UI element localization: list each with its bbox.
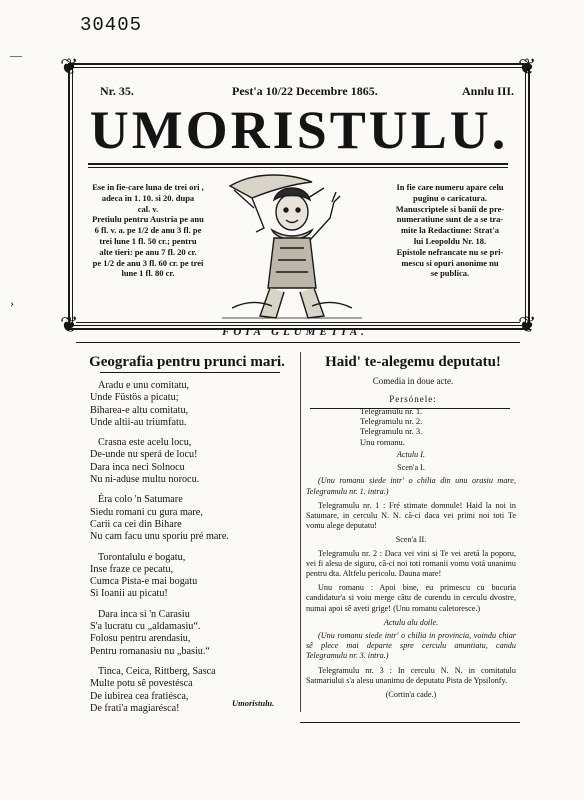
persons-list: Telegramulu nr. 1. Telegramulu nr. 2. Telegramulu nr. 3. Unu romanu. [360, 406, 423, 447]
scene-heading: Scen'a II. [395, 535, 427, 545]
corner-ornament-icon: ❦ [518, 54, 537, 79]
column-end-rule [300, 722, 520, 723]
comedy-subtitle: Comedia in doue acte. [372, 376, 454, 386]
poem-stanza: Crasna este acelu locu, De-unde nu sperá de locu! Dara inca neci Solnocu Nu ni-aduse multu norocu. [90, 437, 200, 486]
poem-stanza: Éra colo 'n Satumare Siedu romani cu gura mare, Carii ca cei din Bihare Nu cam facu unu sporiu pré mare. [90, 494, 229, 543]
poem-stanza: Torontalulu e bogatu, Inse fraze ce pecatu, Cumca Pista-e mai bogatu Si Ioanii au picatu! [90, 551, 198, 600]
issue-number: Nr. 35. [100, 84, 134, 98]
corner-ornament-icon: ❦ [60, 54, 79, 79]
act-heading: Actulu I. [396, 450, 426, 459]
dialogue-line: Telegramulu nr. 2 : Daca vei vini si Te vei aretá la poporu, vei fi alesu de siguru, cã-ci noi toti romanii vomu votá unanimu pentru dta. Altfelu pericolu. Dauna mare! [306, 548, 516, 579]
poem-stanza: Tinca, Ceica, Rittberg, Sasca Multe potu sê povestésca De iubirea cea fratiésca, De frati'a magiarésca! [90, 665, 216, 714]
curtain-line: (Cortin'a cade.) [385, 690, 437, 700]
column-divider [300, 352, 301, 712]
subscription-info-box: Ese in fie-care luna de trei ori , adeca in 1. 10. si 20. dupa cal. v. Pretiulu pentru Austria pe anu 6 fl. v. a. pe 1/2 de anu 3 fl. pe trei lune 1 fl. 50 cr.; pentru alte tieri: pe anu 7 fl. 20 cr. pe 1/2 de anu 3 fl. 60 cr. pe trei lune 1 fl. 80 cr. [92, 182, 204, 279]
newspaper-subtitle: FOIA GLUMETIA. [222, 326, 368, 338]
title-rule [88, 163, 508, 165]
section-rule [76, 342, 520, 343]
corner-ornament-icon: ❦ [60, 312, 79, 337]
margin-mark: › [10, 296, 14, 310]
title-underline [100, 372, 280, 373]
dialogue-line: Telegramulu nr. 3 : In cerculu N. N. in comitatulu Satmariului s'a alesu unanimu de deputatu Pista de Ypsilonfy. [306, 665, 516, 685]
corner-ornament-icon: ❦ [518, 312, 537, 337]
jester-illustration [212, 168, 372, 326]
comedy-title: Haid' te-alegemu deputatu! [325, 354, 501, 370]
editorial-info-box: In fie care numeru apare celu puginu o caricatura. Manuscriptele si banii de pre- numeratiune sunt de a se tra- mite la Redactiune: Strat'a lui Leopoldu Nr. 18. Epistole nefrancate nu se pri- mescu si opuri anonime nu se publica. [395, 182, 505, 279]
poem-stanza: Dara inca si 'n Carasiu S'a lucratu cu „aldamasiu“. Folosu pentru arendasiu, Pentru romanasiu nu „basiu.“ [90, 608, 210, 657]
dialogue-line: Unu romanu : Apoi bine, eu primescu cu bucuria candidatur'a si voiu merge cãtu de curendu in cerculu dvostre, numai apoi sê aveti grige! (Unu romanu caletoresce.) [306, 583, 516, 613]
persons-heading: Persónele: [389, 394, 437, 404]
newspaper-title: UMORISTULU. [89, 100, 509, 160]
masthead-bottom-rule [76, 322, 520, 323]
poem-signature: Umoristulu. [232, 698, 275, 708]
comedy-body [306, 450, 516, 700]
issue-date: Pest'a 10/22 Decembre 1865. [232, 84, 378, 98]
stage-direction: (Unu romanu siede intr' o chilia din unu orasiu mare, Telegramulu nr. 1. intra.) [306, 476, 516, 496]
archive-number: 30405 [80, 14, 143, 36]
scene-heading: Scen'a I. [397, 463, 425, 473]
poem-stanza: Aradu e unu comitatu, Unde Füstös a picatu; Biharea-e altu comitatu, Unde altii-au triumfatu. [90, 380, 190, 428]
poem-body [90, 380, 290, 723]
stage-direction: (Unu romanu siede intr' o chilia in provincia, voindu chiar sê plece mai departe spre cerculu anuntiatu, candu Telegramulu nr. 3. intra.) [306, 631, 516, 661]
act-heading: Actulu alu doile. [383, 617, 439, 627]
margin-mark: — [10, 48, 22, 62]
volume-year: Annlu III. [462, 84, 515, 98]
dialogue-line: Telegramulu nr. 1 : Fré stimate domnule! Haid la noi in Satumare, in cerculu N. N. cã-ci daca vei primi noi toti Te vomu alege deputatu! [306, 500, 516, 531]
poem-title: Geografia pentru prunci mari. [89, 354, 285, 370]
